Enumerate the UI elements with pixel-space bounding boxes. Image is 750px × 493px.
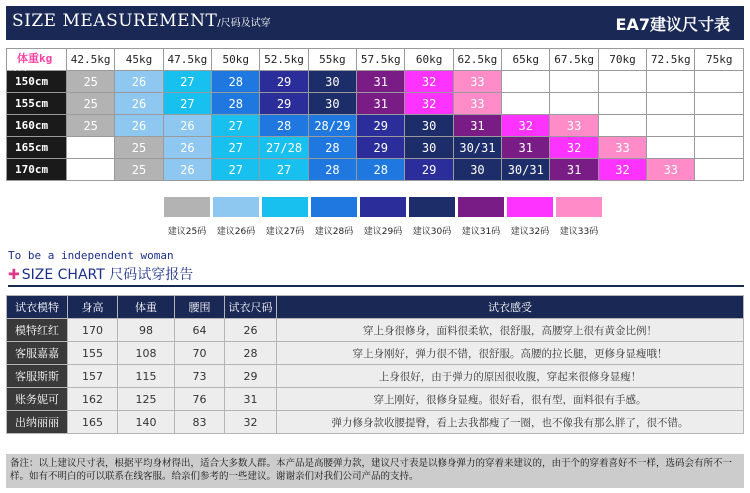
fit-header-cell: 体重 bbox=[118, 296, 175, 319]
size-cell: 25 bbox=[115, 159, 163, 181]
legend-swatch bbox=[262, 197, 308, 217]
fit-comment: 穿上身很修身，面料很柔软，很舒服，高腰穿上很有黄金比例！ bbox=[277, 319, 744, 342]
size-cell bbox=[67, 137, 115, 159]
fit-value: 28 bbox=[225, 342, 277, 365]
size-cell: 28/29 bbox=[308, 115, 356, 137]
size-cell bbox=[647, 115, 695, 137]
legend-swatch bbox=[507, 197, 553, 217]
size-header-row bbox=[7, 49, 744, 71]
legend-label: 建议31码 bbox=[461, 227, 501, 237]
size-cell: 32 bbox=[405, 93, 453, 115]
size-cell: 30 bbox=[453, 159, 501, 181]
size-cell: 26 bbox=[115, 93, 163, 115]
weight-header: 62.5kg bbox=[453, 49, 501, 71]
height-label: 155cm bbox=[7, 93, 67, 115]
fit-value: 32 bbox=[225, 411, 277, 434]
size-cell: 27 bbox=[163, 71, 211, 93]
size-cell: 29 bbox=[260, 71, 308, 93]
size-cell: 30 bbox=[308, 93, 356, 115]
legend-label: 建议25码 bbox=[167, 227, 207, 237]
fit-value: 31 bbox=[225, 388, 277, 411]
size-cell bbox=[695, 115, 744, 137]
legend-label: 建议33码 bbox=[559, 227, 599, 237]
fit-value: 76 bbox=[175, 388, 225, 411]
size-cell: 33 bbox=[453, 93, 501, 115]
fit-value: 83 bbox=[175, 411, 225, 434]
title-text: SIZE MEASUREMENT bbox=[12, 11, 218, 31]
size-row bbox=[7, 71, 744, 93]
fit-row bbox=[7, 411, 744, 434]
size-cell: 32 bbox=[550, 137, 598, 159]
size-cell: 31 bbox=[357, 71, 405, 93]
legend-label: 建议32码 bbox=[510, 227, 550, 237]
size-cell: 28 bbox=[212, 71, 260, 93]
legend-label: 建议29码 bbox=[363, 227, 403, 237]
fit-header-cell: 身高 bbox=[68, 296, 118, 319]
size-cell bbox=[647, 137, 695, 159]
size-cell: 27 bbox=[212, 115, 260, 137]
fit-value: 98 bbox=[118, 319, 175, 342]
title-subtitle: /尺码及试穿 bbox=[217, 18, 271, 29]
fit-value: 70 bbox=[175, 342, 225, 365]
legend-label: 建议27码 bbox=[265, 227, 305, 237]
weight-header: 75kg bbox=[695, 49, 744, 71]
size-cell: 25 bbox=[67, 71, 115, 93]
height-label: 150cm bbox=[7, 71, 67, 93]
size-cell: 26 bbox=[163, 115, 211, 137]
size-cell: 29 bbox=[357, 137, 405, 159]
size-cell: 30/31 bbox=[453, 137, 501, 159]
fit-comment: 上身很好，由于弹力的原因很收腹，穿起来很修身显瘦！ bbox=[277, 365, 744, 388]
size-row bbox=[7, 115, 744, 137]
size-cell: 26 bbox=[115, 71, 163, 93]
size-cell: 25 bbox=[67, 93, 115, 115]
weight-header: 67.5kg bbox=[550, 49, 598, 71]
fit-header-cell: 腰围 bbox=[175, 296, 225, 319]
model-name: 客服嘉嘉 bbox=[7, 342, 68, 365]
size-cell: 28 bbox=[308, 137, 356, 159]
size-cell bbox=[502, 93, 550, 115]
size-cell: 28 bbox=[308, 159, 356, 181]
fit-value: 64 bbox=[175, 319, 225, 342]
weight-header: 42.5kg bbox=[67, 49, 115, 71]
page-title bbox=[12, 11, 271, 31]
size-cell: 33 bbox=[647, 159, 695, 181]
legend-label: 建议30码 bbox=[412, 227, 452, 237]
legend-swatch bbox=[409, 197, 455, 217]
size-cell: 25 bbox=[67, 115, 115, 137]
size-cell bbox=[695, 71, 744, 93]
fit-value: 115 bbox=[118, 365, 175, 388]
size-cell bbox=[598, 93, 646, 115]
size-cell: 28 bbox=[212, 93, 260, 115]
size-cell: 32 bbox=[502, 115, 550, 137]
fit-value: 125 bbox=[118, 388, 175, 411]
fit-value: 157 bbox=[68, 365, 118, 388]
size-cell: 33 bbox=[550, 115, 598, 137]
model-name: 客服斯斯 bbox=[7, 365, 68, 388]
size-cell: 26 bbox=[163, 159, 211, 181]
weight-header: 60kg bbox=[405, 49, 453, 71]
size-cell: 29 bbox=[357, 115, 405, 137]
size-cell: 31 bbox=[502, 137, 550, 159]
size-cell: 28 bbox=[357, 159, 405, 181]
fit-row bbox=[7, 319, 744, 342]
height-label: 165cm bbox=[7, 137, 67, 159]
size-cell: 32 bbox=[598, 159, 646, 181]
size-cell: 31 bbox=[357, 93, 405, 115]
legend-label: 建议28码 bbox=[314, 227, 354, 237]
header-bar bbox=[6, 6, 744, 40]
size-cell bbox=[598, 71, 646, 93]
brand-title: EA7建议尺寸表 bbox=[615, 15, 730, 34]
fit-report-table bbox=[6, 295, 744, 434]
size-chart-title-text: SIZE CHART 尺码试穿报告 bbox=[21, 267, 194, 283]
size-table bbox=[6, 48, 744, 181]
fit-comment: 穿上刚好，很修身显瘦。很好看，很有型，面料很有手感。 bbox=[277, 388, 744, 411]
size-cell bbox=[502, 71, 550, 93]
size-cell bbox=[695, 93, 744, 115]
weight-header: 45kg bbox=[115, 49, 163, 71]
size-cell: 27 bbox=[212, 159, 260, 181]
legend-swatch bbox=[556, 197, 602, 217]
weight-header: 65kg bbox=[502, 49, 550, 71]
size-cell: 31 bbox=[550, 159, 598, 181]
corner-weight-label: 体重kg bbox=[17, 52, 53, 65]
footer-note: 备注：以上建议尺寸表，根据平均身材得出，适合大多数人群。本产品是高腰弹力款，建议尺寸表是以修身弹力的穿着来建议的，由于个的穿着喜好不一样，选码会有所不一样。如有不明白的可以联系在线客服。给亲们参考的一些建议。谢谢亲们对我们公司产品的支持。 bbox=[6, 454, 744, 488]
weight-header: 57.5kg bbox=[357, 49, 405, 71]
weight-header: 55kg bbox=[308, 49, 356, 71]
size-cell bbox=[598, 115, 646, 137]
size-cell bbox=[550, 71, 598, 93]
size-cell: 31 bbox=[453, 115, 501, 137]
size-cell: 30 bbox=[308, 71, 356, 93]
model-name: 账务妮可 bbox=[7, 388, 68, 411]
size-cell bbox=[550, 93, 598, 115]
size-row bbox=[7, 137, 744, 159]
size-cell: 30 bbox=[405, 115, 453, 137]
slogan: To be a independent woman bbox=[8, 249, 174, 262]
height-label: 170cm bbox=[7, 159, 67, 181]
fit-row bbox=[7, 388, 744, 411]
size-cell bbox=[67, 159, 115, 181]
size-cell: 25 bbox=[115, 137, 163, 159]
weight-header: 52.5kg bbox=[260, 49, 308, 71]
size-cell: 27/28 bbox=[260, 137, 308, 159]
size-cell: 26 bbox=[115, 115, 163, 137]
fit-header-cell: 试衣感受 bbox=[277, 296, 744, 319]
fit-value: 162 bbox=[68, 388, 118, 411]
size-cell: 27 bbox=[163, 93, 211, 115]
fit-value: 170 bbox=[68, 319, 118, 342]
size-cell: 28 bbox=[260, 115, 308, 137]
size-cell: 30/31 bbox=[502, 159, 550, 181]
weight-header: 47.5kg bbox=[163, 49, 211, 71]
fit-value: 108 bbox=[118, 342, 175, 365]
fit-row bbox=[7, 365, 744, 388]
legend-swatch bbox=[458, 197, 504, 217]
size-cell: 29 bbox=[405, 159, 453, 181]
size-row bbox=[7, 159, 744, 181]
legend-swatch bbox=[213, 197, 259, 217]
size-cell: 33 bbox=[598, 137, 646, 159]
size-cell bbox=[647, 71, 695, 93]
size-cell: 29 bbox=[260, 93, 308, 115]
fit-value: 165 bbox=[68, 411, 118, 434]
weight-header: 72.5kg bbox=[647, 49, 695, 71]
fit-header-cell: 试衣尺码 bbox=[225, 296, 277, 319]
model-name: 模特红红 bbox=[7, 319, 68, 342]
size-cell bbox=[695, 159, 744, 181]
legend-swatch bbox=[164, 197, 210, 217]
fit-value: 26 bbox=[225, 319, 277, 342]
size-cell bbox=[647, 93, 695, 115]
size-cell: 33 bbox=[453, 71, 501, 93]
fit-value: 29 bbox=[225, 365, 277, 388]
legend-swatch bbox=[311, 197, 357, 217]
legend-swatch bbox=[360, 197, 406, 217]
divider bbox=[8, 285, 744, 287]
model-name: 出纳丽丽 bbox=[7, 411, 68, 434]
fit-row bbox=[7, 342, 744, 365]
fit-comment: 弹力修身款收腰提臀，看上去我都瘦了一圈，也不像我有那么胖了，很不错。 bbox=[277, 411, 744, 434]
corner-cell bbox=[7, 49, 67, 71]
fit-comment: 穿上身刚好，弹力很不错，很舒服。高腰的拉长腿，更修身显瘦哦！ bbox=[277, 342, 744, 365]
size-chart-title bbox=[8, 264, 193, 284]
fit-header-cell: 试衣模特 bbox=[7, 296, 68, 319]
plus-icon: ✚ bbox=[8, 267, 20, 283]
weight-header: 50kg bbox=[212, 49, 260, 71]
fit-value: 140 bbox=[118, 411, 175, 434]
size-cell: 32 bbox=[405, 71, 453, 93]
size-cell: 26 bbox=[163, 137, 211, 159]
legend-label: 建议26码 bbox=[216, 227, 256, 237]
weight-header: 70kg bbox=[598, 49, 646, 71]
size-cell: 27 bbox=[212, 137, 260, 159]
size-cell: 27 bbox=[260, 159, 308, 181]
size-cell bbox=[695, 137, 744, 159]
fit-header-row bbox=[7, 296, 744, 319]
height-label: 160cm bbox=[7, 115, 67, 137]
corner-height-label: 身高cm bbox=[9, 63, 38, 73]
fit-value: 155 bbox=[68, 342, 118, 365]
size-cell: 30 bbox=[405, 137, 453, 159]
fit-value: 73 bbox=[175, 365, 225, 388]
size-row bbox=[7, 93, 744, 115]
